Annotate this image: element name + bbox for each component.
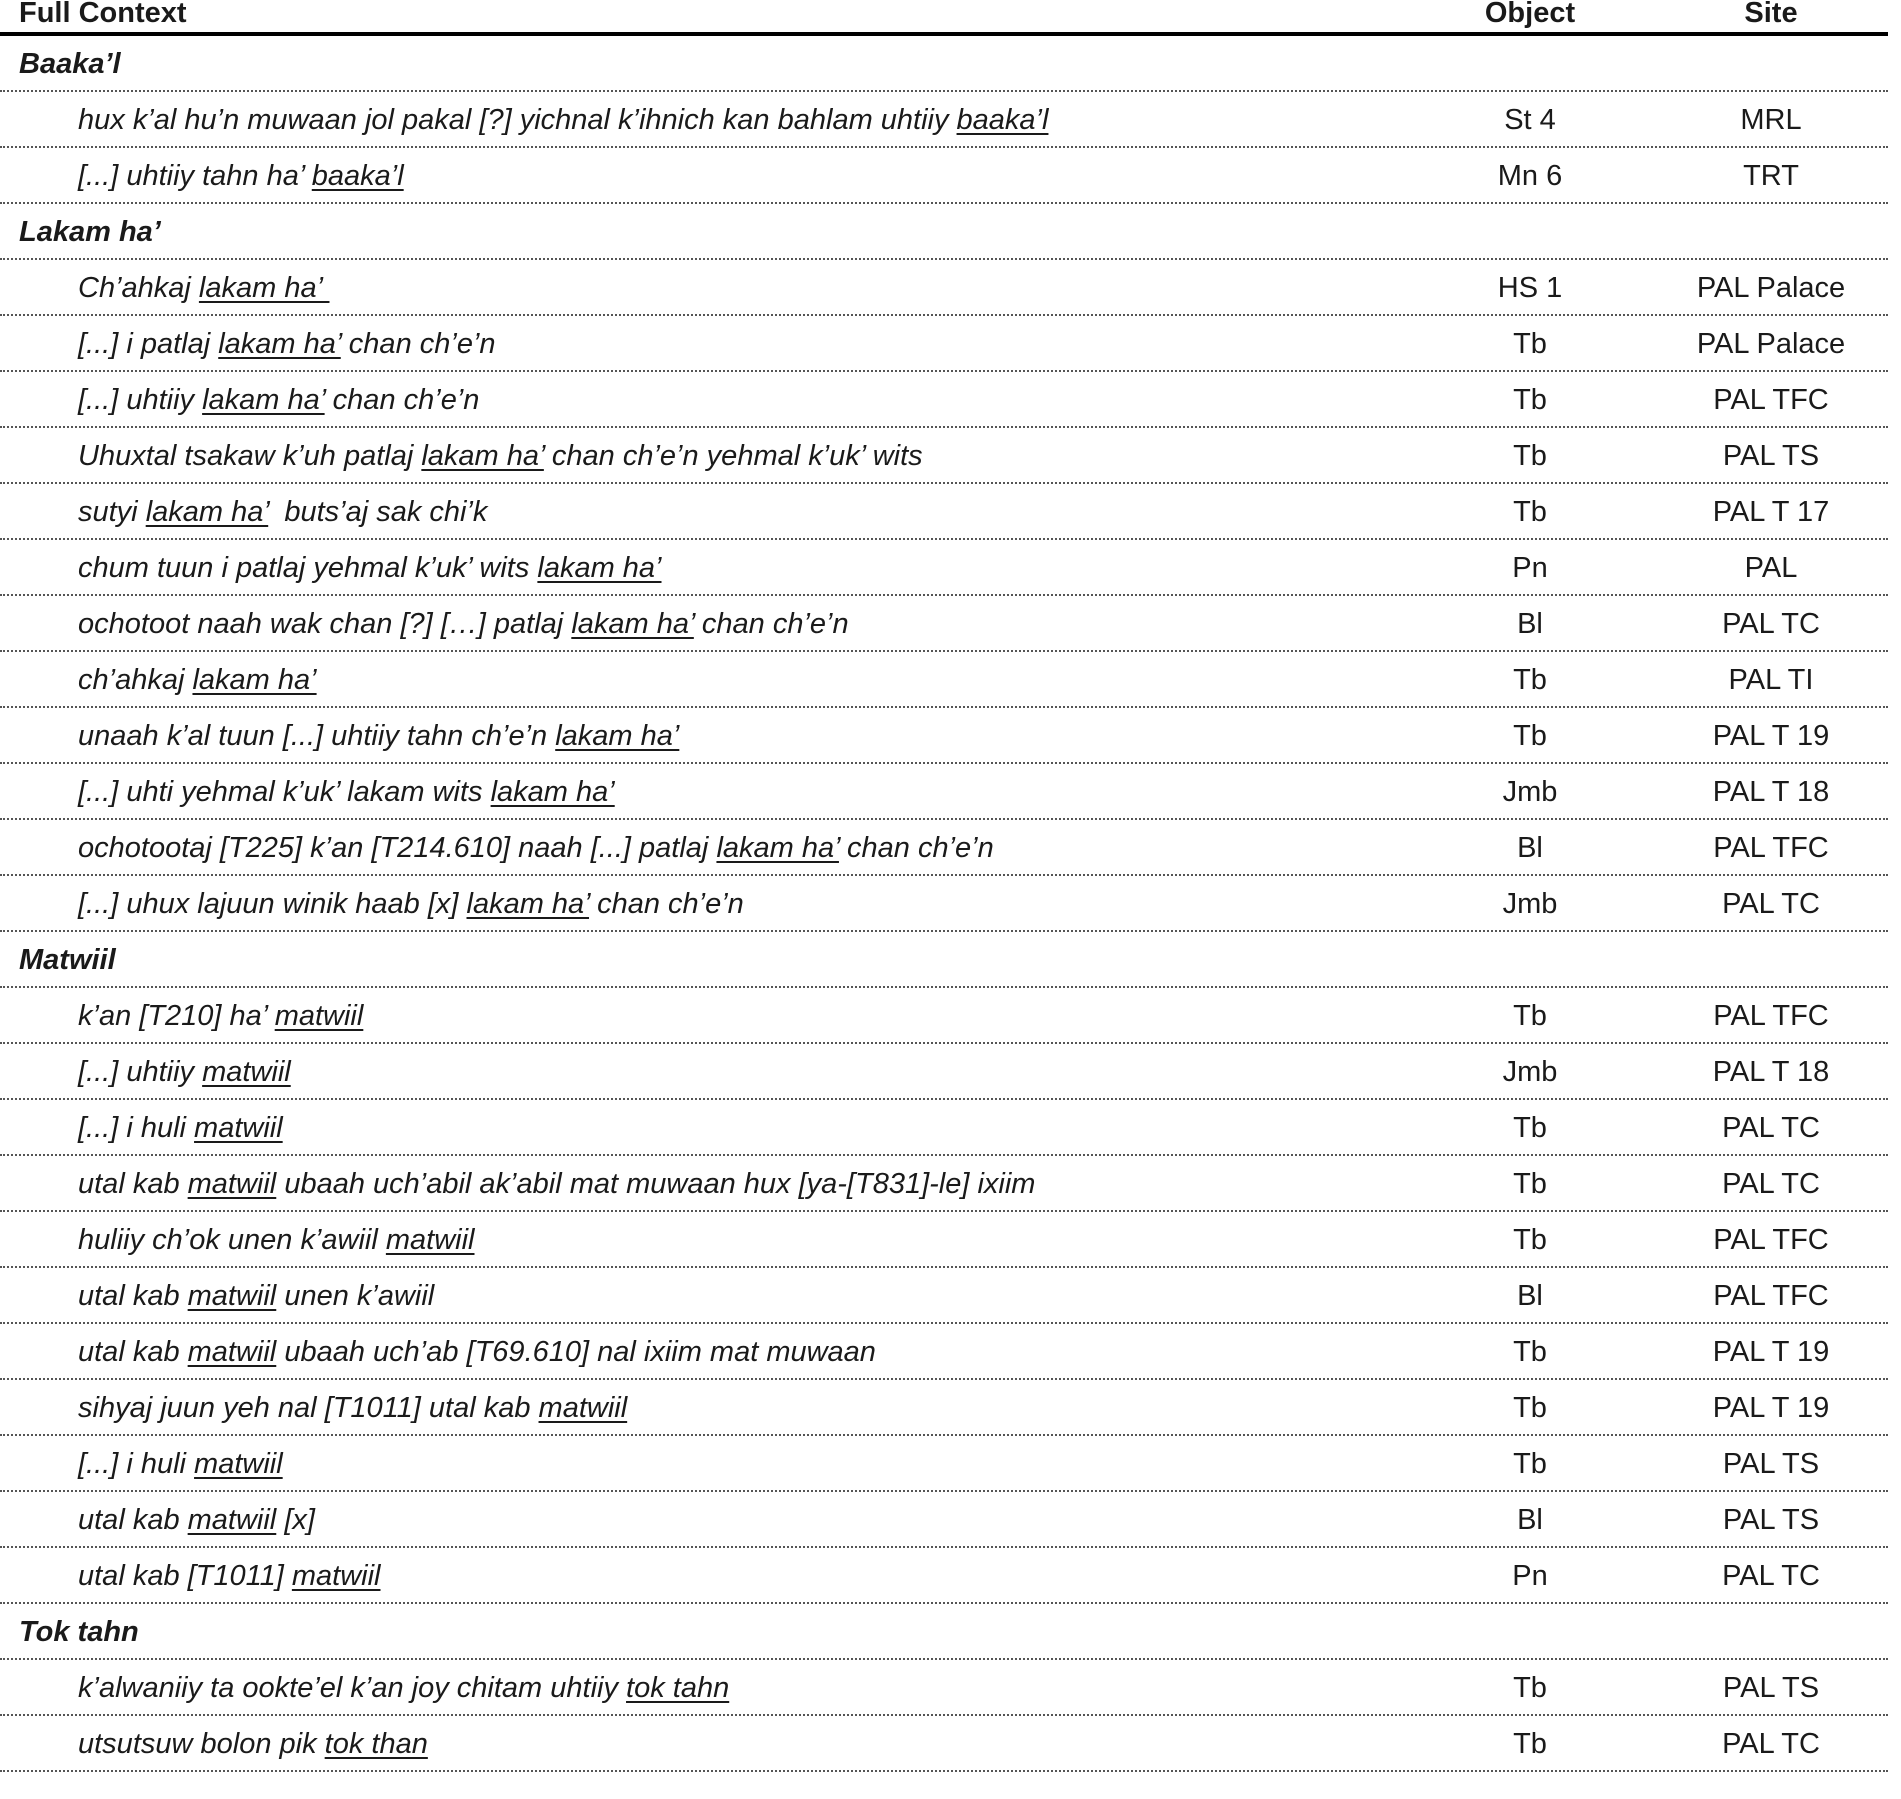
site-cell: PAL TS: [1722, 1672, 1820, 1704]
table-row: [0, 876, 1888, 932]
object-cell: Jmb: [1502, 888, 1558, 920]
object-cell: Bl: [1517, 832, 1543, 864]
group-heading: [0, 1604, 1888, 1660]
table-row: [0, 652, 1888, 708]
table-row: [0, 1436, 1888, 1492]
object-cell: Jmb: [1502, 1056, 1558, 1088]
context-text: chan ch’e’n: [838, 832, 994, 864]
table-row: [0, 1212, 1888, 1268]
group-label: Matwiil: [19, 944, 116, 976]
full-context-cell: [78, 1660, 729, 1716]
object-cell: Tb: [1513, 1168, 1547, 1200]
full-context-cell: [78, 260, 329, 316]
site-cell: PAL TFC: [1713, 1000, 1829, 1032]
table-row: [0, 92, 1888, 148]
underlined-term: lakam ha’: [145, 496, 269, 528]
object-cell: Tb: [1513, 1000, 1547, 1032]
group-label: Baaka’l: [19, 48, 121, 80]
context-text: utal kab: [78, 1168, 188, 1200]
underlined-term: matwiil: [202, 1056, 291, 1088]
object-cell: Tb: [1513, 1672, 1547, 1704]
underlined-term: matwiil: [385, 1224, 475, 1256]
full-context-cell: [78, 988, 363, 1044]
full-context-cell: [78, 1100, 283, 1156]
context-text: sihyaj juun yeh nal [T1011] utal kab: [78, 1392, 539, 1424]
full-context-cell: [78, 540, 662, 596]
group-label: Tok tahn: [19, 1616, 139, 1648]
context-text: ochotoot naah wak chan [?] […] patlaj: [78, 608, 572, 640]
object-cell: Pn: [1512, 552, 1548, 584]
table-row: [0, 1492, 1888, 1548]
context-text: ubaah uch’abil ak’abil mat muwaan hux [ya-[T831]-le] ixiim: [276, 1168, 1036, 1200]
context-text: [...] uhtiiy: [78, 384, 203, 416]
site-cell: PAL T 19: [1712, 1392, 1830, 1424]
full-context-cell: [78, 1212, 475, 1268]
underlined-term: tok than: [324, 1728, 428, 1760]
object-cell: Tb: [1513, 440, 1547, 472]
context-text: k’alwaniiy ta ookte’el k’an joy chitam uhtiiy: [78, 1672, 627, 1704]
context-text: sutyi: [78, 496, 146, 528]
underlined-term: matwiil: [194, 1112, 283, 1144]
full-context-cell: [78, 1436, 283, 1492]
underlined-term: lakam ha’: [490, 776, 615, 808]
table-row: [0, 1324, 1888, 1380]
site-cell: PAL TC: [1722, 608, 1820, 640]
context-text: Uhuxtal tsakaw k’uh patlaj: [78, 440, 422, 472]
full-context-cell: [78, 1492, 315, 1548]
full-context-cell: [78, 1548, 381, 1604]
object-cell: Bl: [1517, 1280, 1543, 1312]
underlined-term: lakam ha’: [466, 888, 590, 920]
table-row: [0, 988, 1888, 1044]
site-cell: PAL TFC: [1713, 384, 1829, 416]
object-cell: Pn: [1512, 1560, 1548, 1592]
site-cell: PAL TC: [1722, 1112, 1820, 1144]
underlined-term: matwiil: [187, 1336, 277, 1368]
full-context-cell: [78, 1156, 1035, 1212]
table-row: [0, 540, 1888, 596]
context-text: utal kab: [78, 1280, 188, 1312]
table-row: [0, 1156, 1888, 1212]
site-cell: PAL TFC: [1713, 832, 1829, 864]
full-context-cell: [78, 652, 317, 708]
object-cell: Mn 6: [1497, 160, 1563, 192]
site-cell: PAL T 18: [1712, 1056, 1830, 1088]
site-cell: PAL Palace: [1696, 272, 1846, 304]
underlined-term: matwiil: [194, 1448, 283, 1480]
group-label: Lakam ha’: [19, 216, 161, 248]
object-cell: Tb: [1513, 1336, 1547, 1368]
site-cell: PAL TI: [1728, 664, 1814, 696]
context-text: chan ch’e’n: [693, 608, 849, 640]
site-cell: PAL TFC: [1713, 1280, 1829, 1312]
underlined-term: baaka’l: [956, 104, 1049, 136]
context-text: utal kab: [78, 1504, 188, 1536]
object-cell: Tb: [1513, 1448, 1547, 1480]
site-cell: PAL T 19: [1712, 1336, 1830, 1368]
table-row: [0, 764, 1888, 820]
context-text: [...] uhux lajuun winik haab [x]: [78, 888, 467, 920]
full-context-cell: [78, 1324, 876, 1380]
site-cell: PAL TC: [1722, 1560, 1820, 1592]
underlined-term: lakam ha’: [218, 328, 341, 360]
underlined-term: matwiil: [187, 1504, 277, 1536]
object-cell: Tb: [1513, 664, 1547, 696]
table-row: [0, 484, 1888, 540]
underlined-term: matwiil: [291, 1560, 381, 1592]
site-cell: PAL T 19: [1712, 720, 1830, 752]
full-context-cell: [78, 764, 615, 820]
full-context-cell: [78, 708, 679, 764]
underlined-term: lakam ha’: [555, 720, 680, 752]
group-heading: [0, 204, 1888, 260]
context-text: chan ch’e’n: [340, 328, 496, 360]
underlined-term: matwiil: [187, 1280, 277, 1312]
underlined-term: lakam ha’: [198, 272, 330, 304]
full-context-cell: [78, 1268, 434, 1324]
underlined-term: lakam ha’: [202, 384, 325, 416]
table-header: [0, 0, 1888, 36]
context-text: huliiy ch’ok unen k’awiil: [78, 1224, 386, 1256]
context-text: [...] uhtiiy tahn ha’: [78, 160, 312, 192]
object-cell: Bl: [1517, 1504, 1543, 1536]
table-row: [0, 1100, 1888, 1156]
context-text: ubaah uch’ab [T69.610] nal ixiim mat muwaan: [276, 1336, 876, 1368]
context-text: utal kab [T1011]: [78, 1560, 292, 1592]
object-cell: Tb: [1513, 720, 1547, 752]
table-row: [0, 1268, 1888, 1324]
table-row: [0, 428, 1888, 484]
context-text: [...] i patlaj: [78, 328, 219, 360]
context-text: chan ch’e’n: [324, 384, 480, 416]
object-cell: Tb: [1513, 1728, 1547, 1760]
context-text: chum tuun i patlaj yehmal k’uk’ wits: [78, 552, 538, 584]
site-cell: PAL TC: [1722, 1168, 1820, 1200]
object-cell: Tb: [1513, 328, 1547, 360]
underlined-term: matwiil: [538, 1392, 628, 1424]
underlined-term: baaka’l: [311, 160, 404, 192]
full-context-cell: [78, 148, 404, 204]
underlined-term: matwiil: [274, 1000, 364, 1032]
full-context-cell: [78, 316, 496, 372]
context-text: buts’aj sak chi’k: [268, 496, 488, 528]
full-context-cell: [78, 92, 1048, 148]
full-context-cell: [78, 1044, 291, 1100]
table-row: [0, 1548, 1888, 1604]
table-row: [0, 1660, 1888, 1716]
context-text: Ch’ahkaj: [78, 272, 199, 304]
context-text: [...] uhti yehmal k’uk’ lakam wits: [78, 776, 491, 808]
site-cell: PAL: [1744, 552, 1798, 584]
header-full-context: Full Context: [19, 0, 187, 29]
context-text: utal kab: [78, 1336, 188, 1368]
table-row: [0, 1380, 1888, 1436]
underlined-term: lakam ha’: [537, 552, 662, 584]
full-context-cell: [78, 372, 479, 428]
full-context-cell: [78, 1716, 428, 1772]
table-row: [0, 260, 1888, 316]
table-row: [0, 708, 1888, 764]
object-cell: Bl: [1517, 608, 1543, 640]
object-cell: Tb: [1513, 1392, 1547, 1424]
table-row: [0, 596, 1888, 652]
full-context-cell: [78, 428, 923, 484]
object-cell: Tb: [1513, 1112, 1547, 1144]
site-cell: PAL T 17: [1712, 496, 1830, 528]
site-cell: PAL TFC: [1713, 1224, 1829, 1256]
table-row: [0, 148, 1888, 204]
site-cell: PAL T 18: [1712, 776, 1830, 808]
table-row: [0, 372, 1888, 428]
site-cell: PAL TC: [1722, 1728, 1820, 1760]
table-row: [0, 820, 1888, 876]
context-text: unen k’awiil: [276, 1280, 435, 1312]
group-heading: [0, 932, 1888, 988]
context-text: [...] i huli: [78, 1448, 195, 1480]
object-cell: Tb: [1513, 1224, 1547, 1256]
table-body: [0, 36, 1888, 1772]
underlined-term: lakam ha’: [716, 832, 839, 864]
table-row: [0, 1716, 1888, 1772]
site-cell: PAL Palace: [1696, 328, 1846, 360]
context-text: utsutsuw bolon pik: [78, 1728, 325, 1760]
site-cell: PAL TC: [1722, 888, 1820, 920]
full-context-cell: [78, 1380, 627, 1436]
context-text: k’an [T210] ha’: [78, 1000, 275, 1032]
context-text: unaah k’al tuun [...] uhtiiy tahn ch’e’n: [78, 720, 556, 752]
underlined-term: tok tahn: [626, 1672, 730, 1704]
full-context-cell: [78, 484, 487, 540]
underlined-term: lakam ha’: [192, 664, 317, 696]
site-cell: MRL: [1740, 104, 1802, 136]
object-cell: HS 1: [1497, 272, 1563, 304]
context-text: [...] i huli: [78, 1112, 195, 1144]
underlined-term: lakam ha’: [421, 440, 544, 472]
full-context-cell: [78, 876, 744, 932]
object-cell: Tb: [1513, 384, 1547, 416]
group-heading: [0, 36, 1888, 92]
underlined-term: matwiil: [187, 1168, 277, 1200]
context-text: hux k’al hu’n muwaan jol pakal [?] yichnal k’ihnich kan bahlam uhtiiy: [78, 104, 957, 136]
object-cell: Jmb: [1502, 776, 1558, 808]
context-text: chan ch’e’n yehmal k’uk’ wits: [543, 440, 923, 472]
site-cell: TRT: [1743, 160, 1799, 192]
object-cell: St 4: [1504, 104, 1556, 136]
context-text: ochotootaj [T225] k’an [T214.610] naah [...] patlaj: [78, 832, 717, 864]
full-context-cell: [78, 820, 994, 876]
object-cell: Tb: [1513, 496, 1547, 528]
site-cell: PAL TS: [1722, 1448, 1820, 1480]
context-text: [...] uhtiiy: [78, 1056, 203, 1088]
underlined-term: lakam ha’: [571, 608, 694, 640]
table-row: [0, 1044, 1888, 1100]
site-cell: PAL TS: [1722, 1504, 1820, 1536]
context-text: chan ch’e’n: [589, 888, 744, 920]
site-cell: PAL TS: [1722, 440, 1820, 472]
header-object: Object: [1484, 0, 1576, 29]
full-context-cell: [78, 596, 849, 652]
context-text: ch’ahkaj: [78, 664, 193, 696]
context-text: [x]: [276, 1504, 315, 1536]
header-site: Site: [1744, 0, 1798, 29]
table-row: [0, 316, 1888, 372]
